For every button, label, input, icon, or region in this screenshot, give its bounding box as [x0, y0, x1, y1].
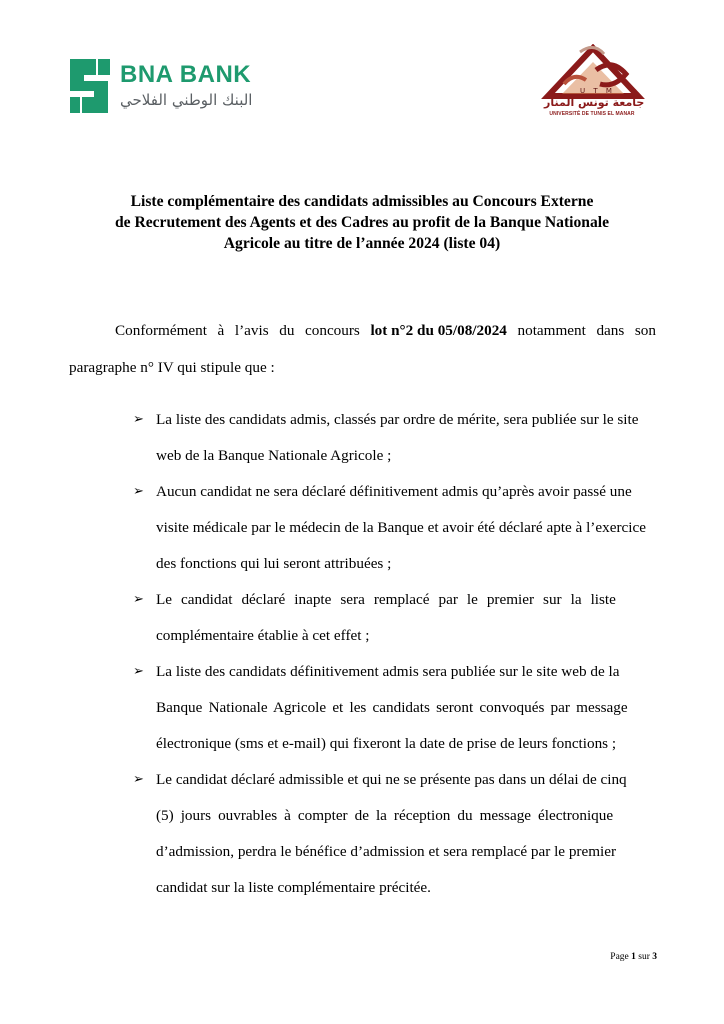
conditions-list	[133, 402, 656, 906]
university-name-latin: UNIVERSITÉ DE TUNIS EL MANAR	[549, 111, 635, 117]
bank-name-arabic: البنك الوطني الفلاحي	[120, 91, 253, 109]
list-item-line: d’admission, perdra le bénéfice d’admission et sera remplacé par le premier	[156, 843, 617, 860]
intro-line-1	[69, 322, 656, 340]
university-name-arabic: جامعة تونس المنار	[544, 96, 645, 109]
lot-reference: lot n°2 du 05/08/2024	[370, 322, 507, 339]
list-item-line: Le candidat déclaré admissible et qui ne se présente pas dans un délai de cinq	[156, 771, 627, 788]
bna-bank-logo	[68, 57, 253, 117]
utm-letters: U T M	[580, 87, 615, 95]
arrowhead-right-icon: ➢	[133, 772, 144, 787]
intro-paragraph	[69, 322, 656, 377]
intro-word: son	[634, 322, 656, 339]
page-label: Page	[610, 952, 629, 962]
bank-name: BNA BANK	[120, 61, 252, 88]
arrowhead-right-icon: ➢	[133, 664, 144, 679]
list-item	[133, 654, 656, 762]
list-item-line: Banque Nationale Agricole et les candidats seront convoqués par message	[156, 699, 628, 716]
list-item-line: visite médicale par le médecin de la Banque et avoir été déclaré apte à l’exercice	[156, 519, 646, 536]
list-item-line: électronique (sms et e-mail) qui fixeront la date de prise de leurs fonctions ;	[156, 735, 617, 752]
list-item	[133, 762, 656, 906]
arrowhead-right-icon: ➢	[133, 592, 144, 607]
list-item-line: Aucun candidat ne sera déclaré définitivement admis qu’après avoir passé une	[156, 483, 632, 500]
title-line-2: de Recrutement des Agents et des Cadres au profit de la Banque Nationale	[114, 214, 610, 231]
document-title	[80, 191, 644, 254]
current-page: 1	[631, 952, 636, 962]
list-item-line: des fonctions qui lui seront attribuées ;	[156, 555, 392, 572]
line-text: La liste des candidats admis, classés par ordre de mérite, sera publiée sur le site	[156, 411, 639, 428]
intro-word: concours	[305, 322, 360, 339]
list-item-line: web de la Banque Nationale Agricole ;	[156, 447, 392, 464]
intro-word: l’avis	[234, 322, 269, 339]
arrowhead-right-icon: ➢	[133, 412, 144, 427]
total-pages: 3	[652, 952, 657, 962]
list-item	[133, 582, 656, 654]
bna-s-mark-icon	[68, 57, 112, 115]
intro-word: notamment	[517, 322, 586, 339]
list-item	[133, 402, 656, 474]
intro-word: Conformément	[115, 322, 207, 339]
intro-word: dans	[596, 322, 625, 339]
intro-line-2: paragraphe n° IV qui stipule que :	[69, 359, 275, 376]
list-item-line: (5) jours ouvrables à compter de la réception du message électronique	[156, 807, 614, 824]
list-item-line: complémentaire établie à cet effet ;	[156, 627, 370, 644]
intro-word: à	[217, 322, 225, 339]
arrowhead-right-icon: ➢	[133, 484, 144, 499]
page-number	[610, 952, 657, 962]
list-item-line: Le candidat déclaré inapte sera remplacé par le premier sur la liste	[156, 591, 616, 608]
title-line-1: Liste complémentaire des candidats admissibles au Concours Externe	[130, 193, 594, 210]
title-line-3: Agricole au titre de l’année 2024 (liste 04)	[223, 235, 501, 252]
list-item-line	[156, 402, 656, 438]
page-separator: sur	[638, 952, 650, 962]
list-item	[133, 474, 656, 582]
list-item-line: candidat sur la liste complémentaire précitée.	[156, 879, 431, 896]
list-item-line: La liste des candidats définitivement admis sera publiée sur le site web de la	[156, 663, 620, 680]
intro-word: du	[279, 322, 295, 339]
